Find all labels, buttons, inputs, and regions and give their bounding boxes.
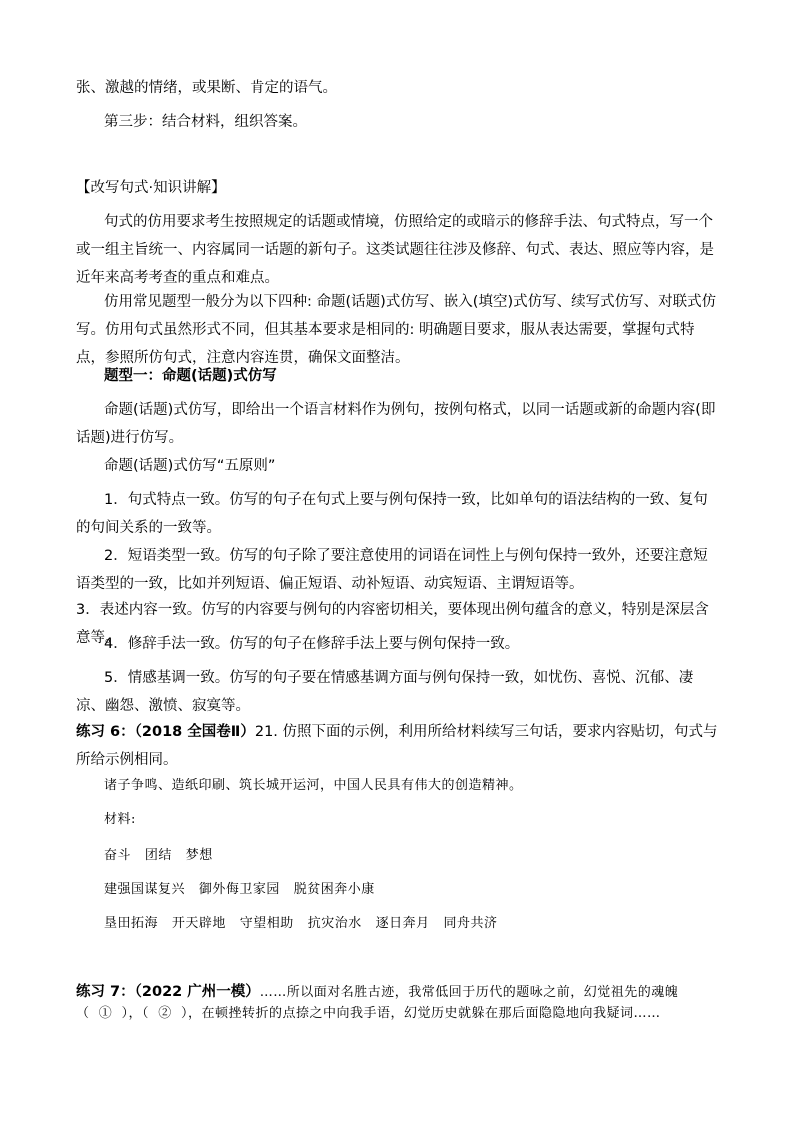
example-sentence: 诸子争鸣、造纸印刷、筑长城开运河，中国人民具有伟大的创造精神。 — [104, 778, 523, 793]
exercise-7-text-1: ……所以面对名胜古迹，我常低回于历代的题咏之前，幻觉祖先的魂魄 — [259, 985, 679, 1000]
question-types-paragraph: 仿用常见题型一般分为以下四种: 命题(话题)式仿写、嵌入(填空)式仿写、续写式仿写、对联式仿写。仿用句式虽然形式不同，但其基本要求是相同的: 明确题目要求，服从表达需要，掌握句式特点，参照所仿句式，注意内容连贯，确保文面整洁。 — [76, 294, 717, 366]
section-title: 【改写句式·知识讲解】 — [76, 180, 226, 196]
exercise-7-label: 练习 7：（2022 广州一模） — [76, 984, 260, 1000]
paragraph-continuation: 张、激越的情绪，或果断、肯定的语气。 — [76, 80, 337, 96]
material-label: 材料: — [104, 812, 136, 827]
intro-paragraph: 句式的仿用要求考生按照规定的话题或情境，仿照给定的或暗示的修辞手法、句式特点，写一个或一组主旨统一、内容属同一话题的新句子。这类试题往往涉及修辞、句式、表达、照应等内容，是近年来高考考查的重点和难点。 — [76, 214, 714, 286]
type-one-heading: 题型一：命题(话题)式仿写 — [104, 368, 277, 384]
principle-2: 2．短语类型一致。仿写的句子除了要注意使用的词语在词性上与例句保持一致外，还要注意短语类型的一致，比如并列短语、偏正短语、动补短语、动宾短语、主谓短语等。 — [76, 548, 708, 592]
principle-5: 5．情感基调一致。仿写的句子要在情感基调方面与例句保持一致，如忧伤、喜悦、沉郁、凄凉、幽怨、激愤、寂寞等。 — [76, 670, 694, 714]
material-line-2: 建强国谋复兴 御外侮卫家园 脱贫困奔小康 — [104, 882, 375, 897]
step-three-paragraph: 第三步：结合材料，组织答案。 — [104, 114, 307, 130]
exercise-7-line-2: （ ① ），（ ② ），在顿挫转折的点捺之中向我手语，幻觉历史就躲在那后面隐隐地向我疑词…… — [76, 1006, 661, 1021]
exercise-6-label: 练习 6：（2018 全国卷Ⅱ） — [76, 724, 255, 740]
type-one-definition: 命题(话题)式仿写，即给出一个语言材料作为例句，按例句格式，以同一话题或新的命题内容(即话题)进行仿写。 — [76, 402, 716, 446]
principle-3: 3．表述内容一致。仿写的内容要与例句的内容密切相关，要体现出例句蕴含的意义，特别是深层含意等。 — [76, 602, 709, 646]
exercise-6-text: 21. 仿照下面的示例，利用所给材料续写三句话，要求内容贴切，句式与所给示例相同。 — [76, 724, 718, 768]
material-line-3: 垦田拓海 开天辟地 守望相助 抗灾治水 逐日奔月 同舟共济 — [104, 916, 498, 931]
material-line-1: 奋斗 团结 梦想 — [104, 848, 213, 863]
exercise-6 — [76, 718, 720, 774]
principle-1: 1．句式特点一致。仿写的句子在句式上要与例句保持一致，比如单句的语法结构的一致、复句的句间关系的一致等。 — [76, 492, 708, 536]
principle-4: 4．修辞手法一致。仿写的句子在修辞手法上要与例句保持一致。 — [104, 636, 520, 652]
five-principles-heading: 命题(话题)式仿写“五原则” — [104, 458, 276, 474]
